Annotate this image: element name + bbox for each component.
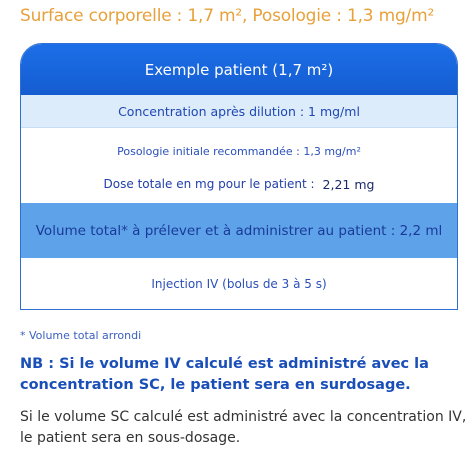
patient-example-card — [20, 43, 458, 310]
volume-row: Volume total* à prélever et à administrer au patient : 2,2 ml — [21, 203, 457, 258]
dose-row — [21, 170, 457, 198]
concentration-row: Concentration après dilution : 1 mg/ml — [21, 95, 457, 128]
page-title: Surface corporelle : 1,7 m², Posologie : 1,3 mg/m² — [20, 6, 435, 26]
card-header: Exemple patient (1,7 m²) — [21, 44, 457, 95]
nb-warning: NB : Si le volume IV calculé est administré avec la concentration SC, le patient sera en surdosage. — [20, 356, 429, 393]
note-text: Si le volume SC calculé est administré avec la concentration IV, le patient sera en sous-dosage. — [20, 409, 467, 446]
dose-value: 2,21 mg — [322, 176, 375, 192]
posologie-row: Posologie initiale recommandée : 1,3 mg/m² — [117, 144, 361, 158]
footnote: * Volume total arrondi — [20, 329, 142, 342]
injection-row: Injection IV (bolus de 3 à 5 s) — [151, 277, 327, 291]
dose-label: Dose totale en mg pour le patient : — [103, 177, 315, 191]
